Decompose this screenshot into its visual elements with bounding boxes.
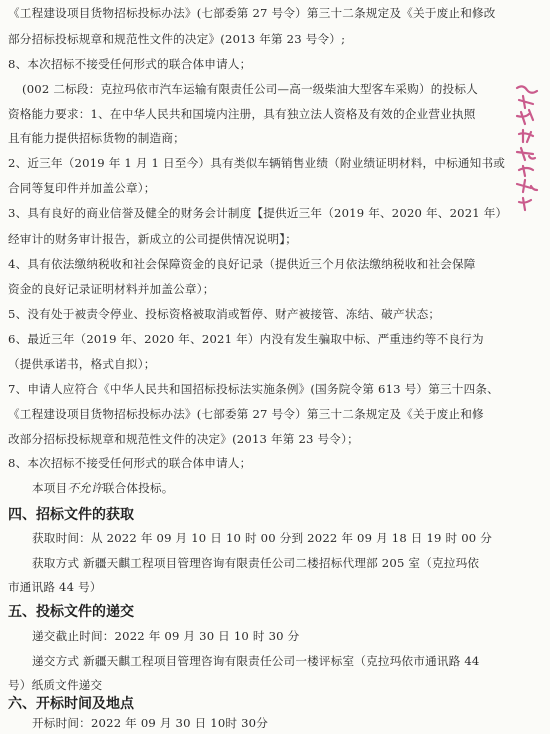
text-line: (002 二标段：克拉玛依市汽车运输有限责任公司—高一级柴油大型客车采购）的投标人 [22, 82, 478, 96]
text-line: 合同等复印件并加盖公章）； [8, 181, 156, 195]
consortium-note-emphasis: 不允许 [67, 481, 103, 495]
submission-method-cont: 号）纸质文件递交 [8, 678, 103, 692]
text-line: 《工程建设项目货物招标投标办法》(七部委第 27 号令）第三十二条规定及《关于废止和修改 [8, 6, 496, 20]
text-line: 4、具有依法缴纳税收和社会保障资金的良好记录（提供近三个月依法缴纳税收和社会保障 [8, 257, 476, 271]
text-line: 2、近三年（2019 年 1 月 1 日至今）具有类似车辆销售业绩（附业绩证明材料，中标通知书或 [8, 156, 506, 170]
text-line: （提供承诺书，格式自拟）； [8, 357, 156, 371]
submission-deadline: 递交截止时间：2022 年 09 月 30 日 10 时 30 分 [32, 629, 300, 643]
submission-method: 递交方式 新疆天麒工程项目管理咨询有限责任公司一楼评标室（克拉玛依市通讯路 44 [32, 654, 480, 668]
consortium-note-suffix: 联合体投标。 [102, 481, 174, 495]
acquisition-method-cont: 市通讯路 44 号） [8, 580, 102, 594]
section-heading: 四、招标文件的获取 [8, 507, 134, 523]
seal-stamp [511, 60, 545, 230]
section-heading: 六、开标时间及地点 [8, 696, 134, 712]
consortium-note [32, 481, 532, 496]
text-line: 资格能力要求：1、在中华人民共和国境内注册，具有独立法人资格及有效的企业营业执照 [8, 107, 476, 121]
text-line: 《工程建设项目货物招标投标办法》(七部委第 27 号令）第三十二条规定及《关于废止和修 [8, 407, 484, 421]
text-line: 8、本次招标不接受任何形式的联合体申请人； [8, 456, 252, 470]
acquisition-time: 获取时间：从 2022 年 09 月 10 日 10 时 00 分到 2022 年 09 月 18 日 19 时 00 分 [32, 531, 493, 545]
consortium-note-prefix: 本项目 [32, 481, 68, 495]
text-line: 且有能力提供招标货物的制造商； [8, 131, 185, 145]
text-line: 6、最近三年（2019 年、2020 年、2021 年）内没有发生骗取中标、严重违约等不良行为 [8, 332, 484, 346]
text-line: 经审计的财务审计报告，新成立的公司提供情况说明】； [8, 232, 298, 246]
section-heading: 五、投标文件的递交 [8, 604, 134, 620]
text-line: 改部分招标投标规章和规范性文件的决定》(2013 年第 23 号令）； [8, 432, 359, 446]
text-line: 资金的良好记录证明材料并加盖公章）； [8, 282, 215, 296]
opening-time: 开标时间：2022 年 09 月 30 日 10时 30分 [32, 716, 269, 730]
text-line: 7、申请人应符合《中华人民共和国招标投标法实施条例》(国务院令第 613 号）第三十四条、 [8, 382, 499, 396]
acquisition-method: 获取方式 新疆天麒工程项目管理咨询有限责任公司二楼招标代理部 205 室（克拉玛依 [32, 556, 480, 570]
text-line: 3、具有良好的商业信誉及健全的财务会计制度【提供近三年（2019 年、2020 年、2021 年） [8, 206, 508, 220]
text-line: 5、没有处于被责令停业、投标资格被取消或暂停、财产被接管、冻结、破产状态； [8, 307, 441, 321]
text-line: 部分招标投标规章和规范性文件的决定》(2013 年第 23 号令）; [8, 32, 346, 46]
text-line: 8、本次招标不接受任何形式的联合体申请人； [8, 57, 252, 71]
